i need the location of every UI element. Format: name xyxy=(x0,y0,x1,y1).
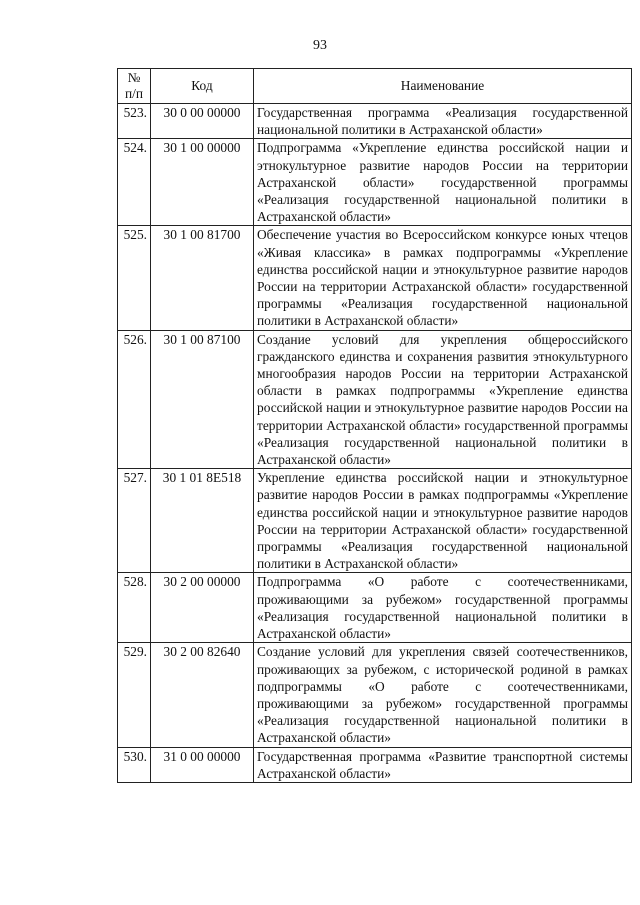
row-code: 30 1 00 00000 xyxy=(151,139,254,226)
table-row xyxy=(118,330,632,469)
row-num: 529. xyxy=(118,643,151,747)
row-name: Государственная программа «Развитие транспортной системы Астраханской области» xyxy=(254,747,632,782)
row-code: 30 1 00 87100 xyxy=(151,330,254,469)
table-row xyxy=(118,573,632,643)
table-row xyxy=(118,643,632,747)
row-code: 30 0 00 00000 xyxy=(151,104,254,139)
row-name: Создание условий для укрепления общероссийского гражданского единства и сохранения развития этнокультурного многообразия народов России на территории Астраханской области в рамках подпрограммы «Укрепление единства российской нации и этнокультурное развитие народов России на территории Астраханской области» государственной программы «Реализация государственной национальной политики в Астраханской области» xyxy=(254,330,632,469)
header-code: Код xyxy=(151,69,254,104)
row-num: 524. xyxy=(118,139,151,226)
table-row xyxy=(118,469,632,573)
row-num: 527. xyxy=(118,469,151,573)
page-number: 93 xyxy=(313,38,327,53)
row-code: 30 1 00 81700 xyxy=(151,226,254,330)
row-num: 530. xyxy=(118,747,151,782)
table-row xyxy=(118,747,632,782)
row-name: Подпрограмма «О работе с соотечественниками, проживающими за рубежом» государственной программы «Реализация государственной национальной политики в Астраханской области» xyxy=(254,573,632,643)
row-name: Обеспечение участия во Всероссийском конкурсе юных чтецов «Живая классика» в рамках подпрограммы «Укрепление единства российской нации и этнокультурное развитие народов России на территории Астраханской области» государственной программы «Реализация государственной национальной политики в Астраханской области» xyxy=(254,226,632,330)
budget-classification-table xyxy=(117,68,632,783)
row-num: 525. xyxy=(118,226,151,330)
row-code: 30 2 00 82640 xyxy=(151,643,254,747)
table-row xyxy=(118,104,632,139)
row-name: Укрепление единства российской нации и этнокультурное развитие народов России в рамках подпрограммы «Укрепление единства российской нации и этнокультурное развитие народов России на территории Астраханской области» государственной программы «Реализация государственной национальной политики в Астраханской области» xyxy=(254,469,632,573)
row-num: 523. xyxy=(118,104,151,139)
table-header-row xyxy=(118,69,632,104)
row-name: Государственная программа «Реализация государственной национальной политики в Астраханской области» xyxy=(254,104,632,139)
table-row xyxy=(118,139,632,226)
row-code: 31 0 00 00000 xyxy=(151,747,254,782)
header-name: Наименование xyxy=(254,69,632,104)
row-name: Создание условий для укрепления связей соотечественников, проживающих за рубежом, с исторической родиной в рамках подпрограммы «О работе с соотечественниками, проживающими за рубежом» государственной программы «Реализация государственной национальной политики в Астраханской области» xyxy=(254,643,632,747)
row-num: 526. xyxy=(118,330,151,469)
row-code: 30 1 01 8E518 xyxy=(151,469,254,573)
row-num: 528. xyxy=(118,573,151,643)
row-code: 30 2 00 00000 xyxy=(151,573,254,643)
row-name: Подпрограмма «Укрепление единства российской нации и этнокультурное развитие народов России на территории Астраханской области» государственной программы «Реализация государственной национальной политики в Астраханской области» xyxy=(254,139,632,226)
table-row xyxy=(118,226,632,330)
header-num: № п/п xyxy=(118,69,151,104)
